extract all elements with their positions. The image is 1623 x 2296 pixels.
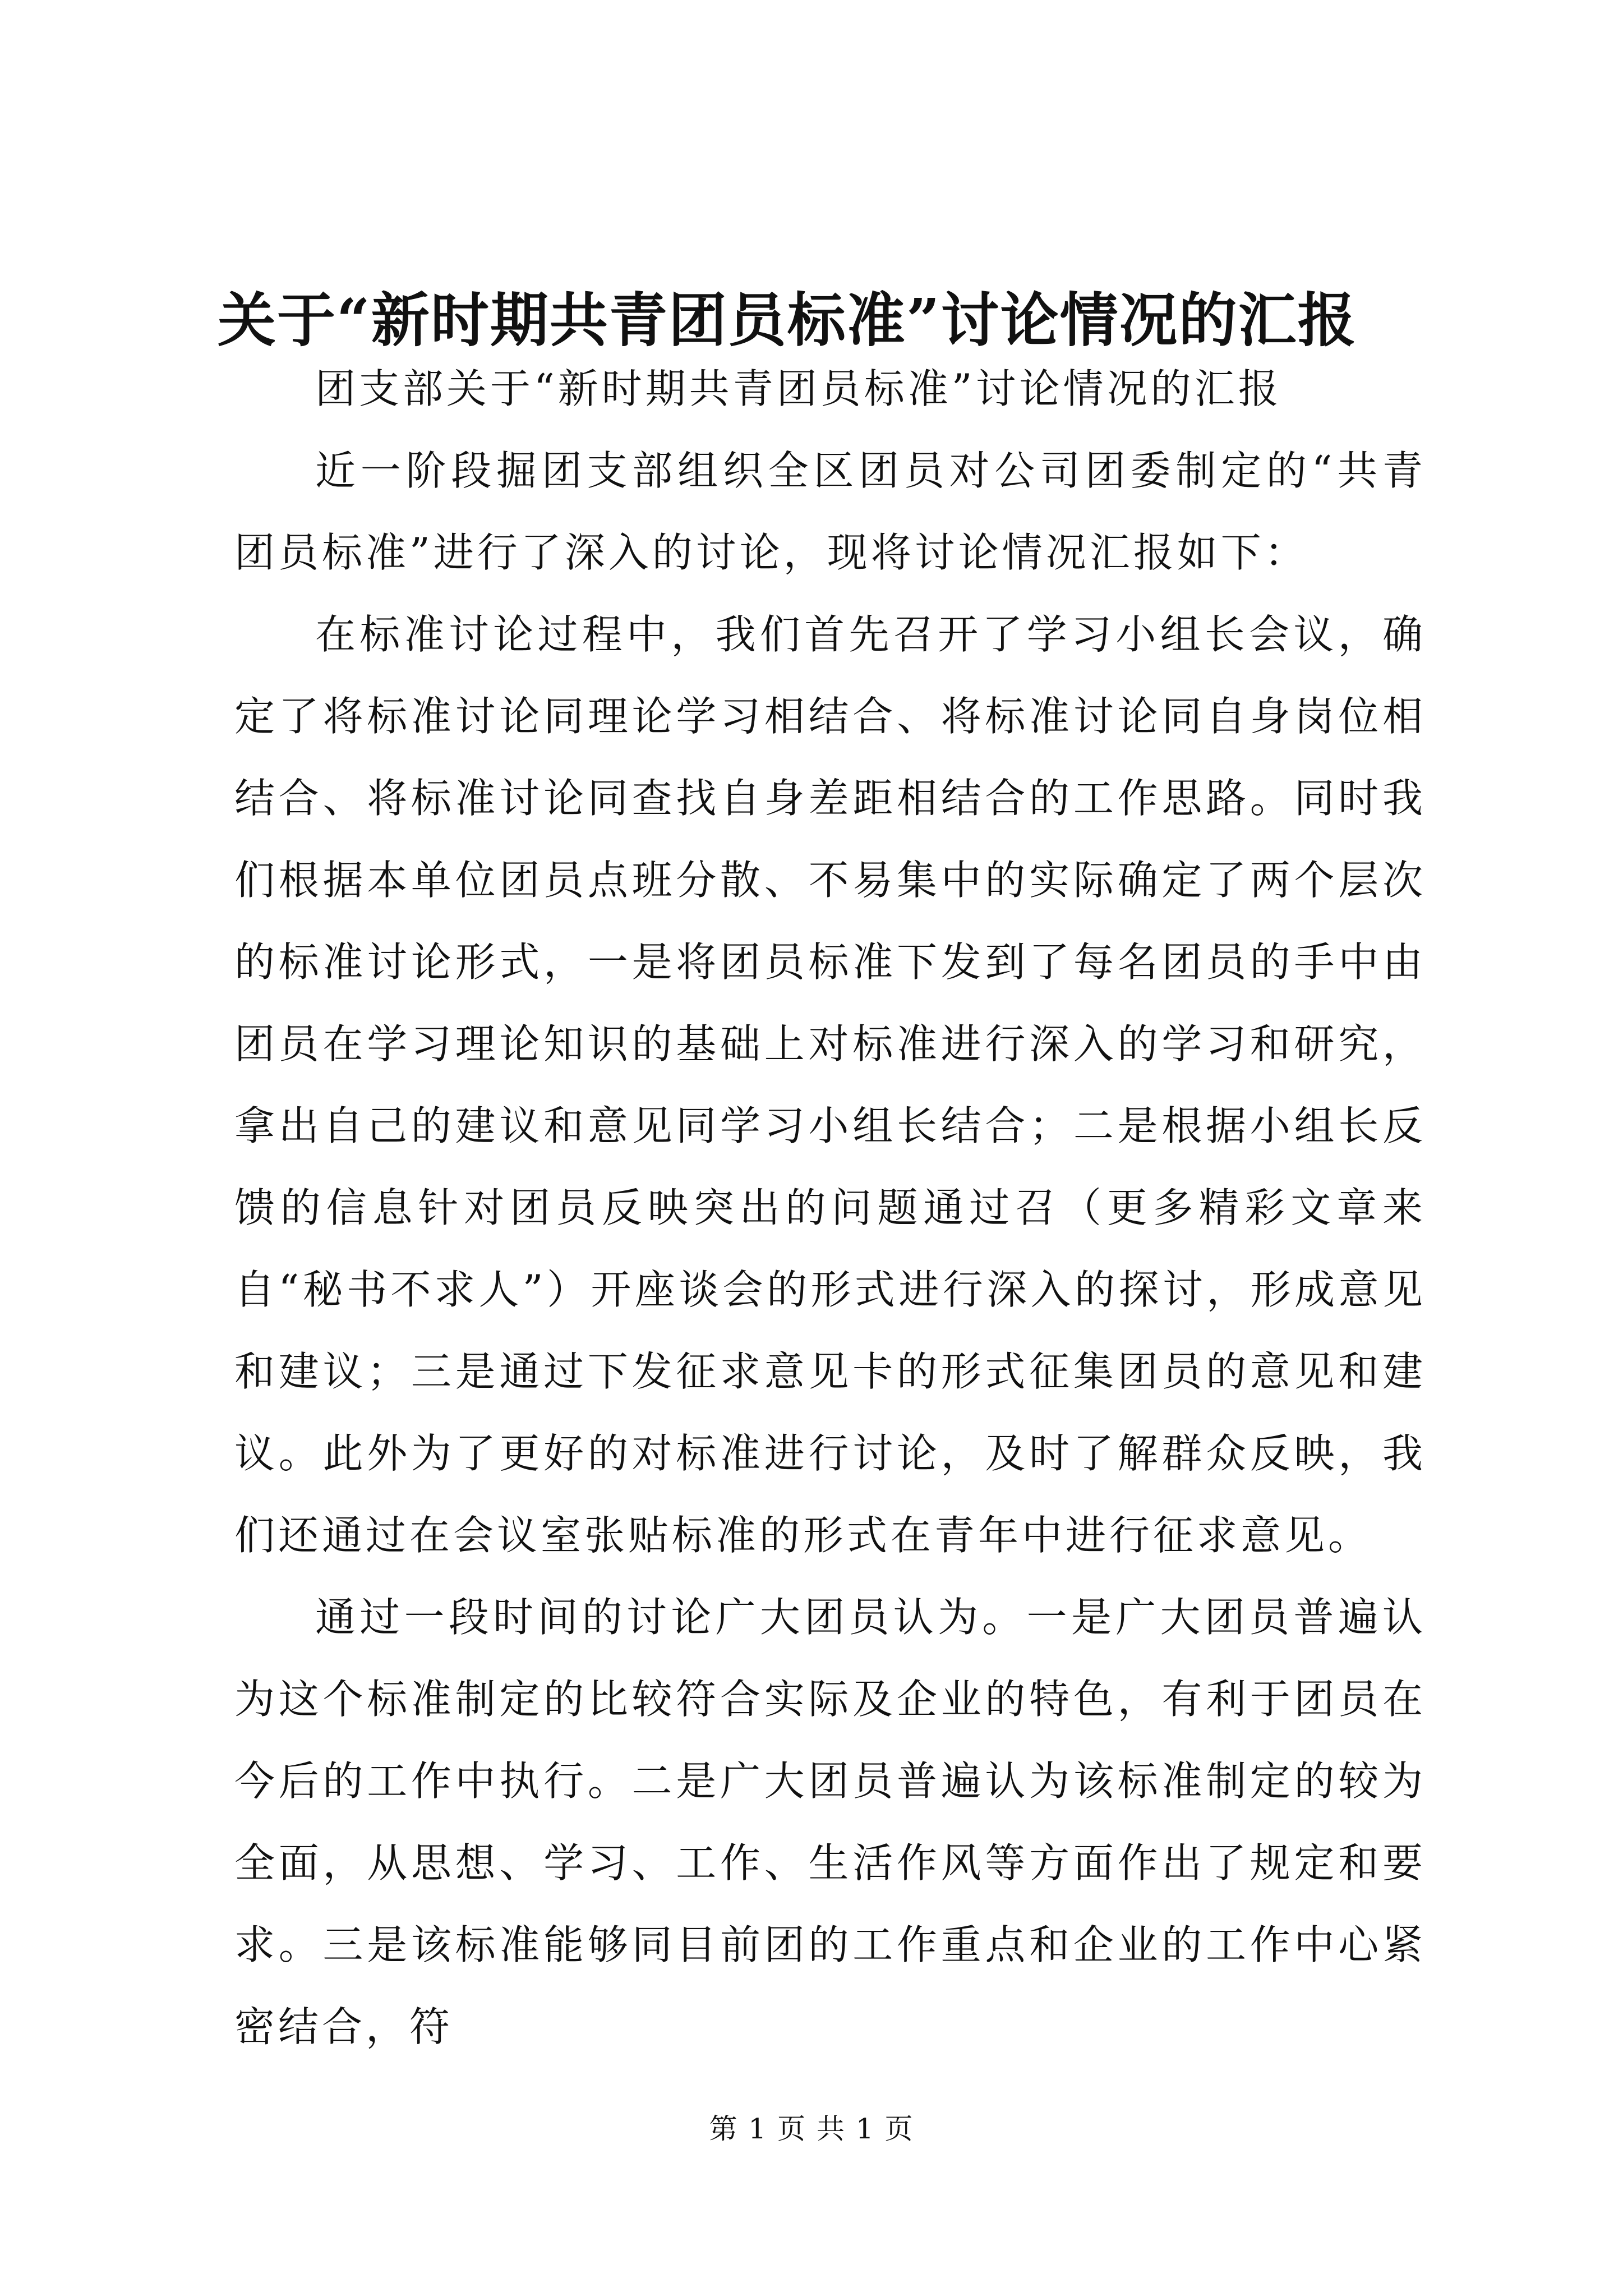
paragraph-process: 在标准讨论过程中，我们首先召开了学习小组长会议，确定了将标准讨论同理论学习相结合、将标准讨论同自身岗位相结合、将标准讨论同查找自身差距相结合的工作思路。同时我们根据本单位团员点班分散、不易集中的实际确定了两个层次的标准讨论形式，一是将团员标准下发到了每名团员的手中由团员在学习理论知识的基础上对标准进行深入的学习和研究，拿出自己的建议和意见同学习小组长结合；二是根据小组长反馈的信息针对团员反映突出的问题通过召（更多精彩文章来自“秘书不求人”）开座谈会的形式进行深入的探讨，形成意见和建议；三是通过下发征求意见卡的形式征集团员的意见和建议。此外为了更好的对标准进行讨论，及时了解群众反映，我们还通过在会议室张贴标准的形式在青年中进行征求意见。 xyxy=(234,611,1426,1559)
document-title: 关于“新时期共青团员标准”讨论情况的汇报 xyxy=(218,286,1357,355)
paragraph-findings: 通过一段时间的讨论广大团员认为。一是广大团员普遍认为这个标准制定的比较符合实际及企业的特色，有利于团员在今后的工作中执行。二是广大团员普遍认为该标准制定的较为全面，从思想、学习、工作、生活作风等方面作出了规定和要求。三是该标准能够同目前团的工作重点和企业的工作中心紧密结合，符 xyxy=(234,1594,1426,2050)
document-body xyxy=(234,348,1426,2068)
paragraph-subtitle: 团支部关于“新时期共青团员标准”讨论情况的汇报 xyxy=(315,365,1282,412)
paragraph-intro: 近一阶段掘团支部组织全区团员对公司团委制定的“共青团员标准”进行了深入的讨论，现将讨论情况汇报如下： xyxy=(234,447,1426,576)
page-footer: 第 1 页 共 1 页 xyxy=(709,2113,914,2145)
